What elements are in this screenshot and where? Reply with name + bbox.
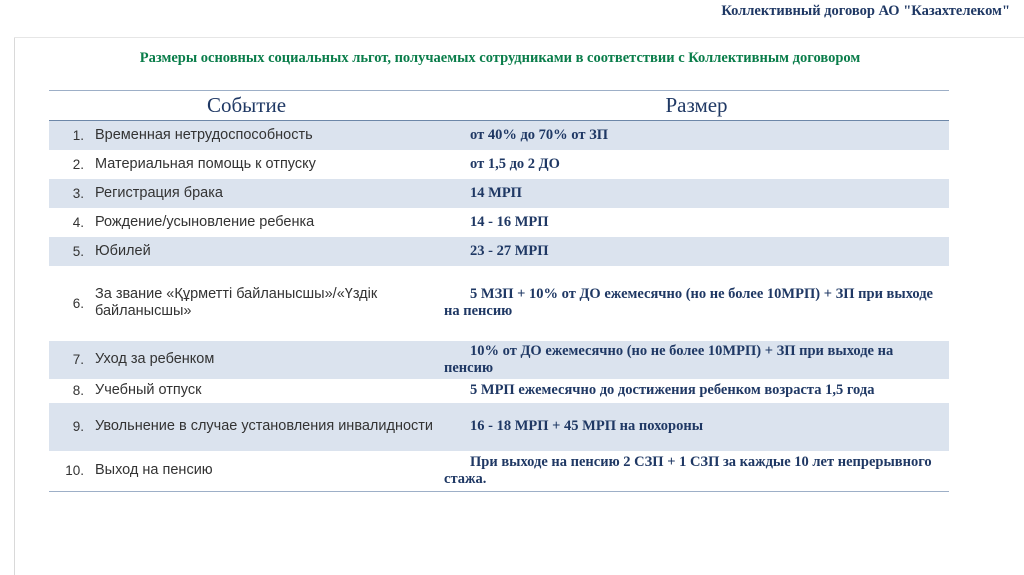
row-size: 10% от ДО ежемесячно (но не более 10МРП) + ЗП при выходе на пенсию <box>444 342 894 376</box>
row-event: За звание «Құрметті байланысшы»/«Үздік байланысшы» <box>95 286 378 319</box>
row-size: 23 - 27 МРП <box>470 242 549 259</box>
table-row <box>49 341 949 379</box>
row-number: 6. <box>72 295 84 311</box>
row-size: При выходе на пенсию 2 СЗП + 1 СЗП за каждые 10 лет непрерывного стажа. <box>444 451 949 492</box>
slide-subtitle: Размеры основных социальных льгот, получаемых сотрудниками в соответствии с Коллективным договором <box>139 50 861 66</box>
table-row <box>49 150 949 179</box>
row-event: Временная нетрудоспособность <box>95 126 313 143</box>
header-event: Событие <box>49 91 444 121</box>
table-row <box>49 451 949 492</box>
table-row <box>49 179 949 208</box>
row-number: 3. <box>72 185 84 201</box>
row-number: 7. <box>72 352 84 367</box>
row-size: 5 МРП ежемесячно до достижения ребенком возраста 1,5 года <box>470 382 875 398</box>
table-row <box>49 266 949 341</box>
table-row <box>49 237 949 266</box>
document-title: Коллективный договор АО "Казахтелеком" <box>721 3 1010 19</box>
table-row <box>49 379 949 403</box>
row-event: Юбилей <box>95 242 151 259</box>
frame-border-top <box>14 37 1024 38</box>
row-size: 5 МЗП + 10% от ДО ежемесячно (но не более 10МРП) + ЗП при выходе на пенсию <box>444 286 933 319</box>
row-size: от 40% до 70% от ЗП <box>470 126 609 143</box>
table-header-row <box>49 91 949 121</box>
row-event: Уход за ребенком <box>95 351 215 367</box>
row-event: Выход на пенсию <box>89 451 444 492</box>
table-row <box>49 403 949 451</box>
table-row <box>49 121 949 150</box>
row-size: от 1,5 до 2 ДО <box>470 155 560 172</box>
row-event: Материальная помощь к отпуску <box>95 155 316 172</box>
table-row <box>49 208 949 237</box>
row-number: 9. <box>72 419 84 434</box>
row-size: 14 - 16 МРП <box>470 213 549 230</box>
row-event: Учебный отпуск <box>95 382 202 398</box>
row-number: 5. <box>72 243 84 259</box>
row-size: 16 - 18 МРП + 45 МРП на похороны <box>470 418 704 434</box>
row-number: 4. <box>72 214 84 230</box>
row-event: Регистрация брака <box>95 184 223 201</box>
row-number: 1. <box>72 127 84 143</box>
row-size: 14 МРП <box>470 184 522 201</box>
benefits-table <box>49 90 949 492</box>
row-event: Рождение/усыновление ребенка <box>95 213 315 230</box>
row-number: 10. <box>49 451 89 492</box>
row-number: 2. <box>72 156 84 172</box>
row-number: 8. <box>72 383 84 398</box>
row-event: Увольнение в случае установления инвалидности <box>95 418 434 434</box>
header-size: Размер <box>444 91 949 121</box>
frame-border-left <box>14 37 15 575</box>
